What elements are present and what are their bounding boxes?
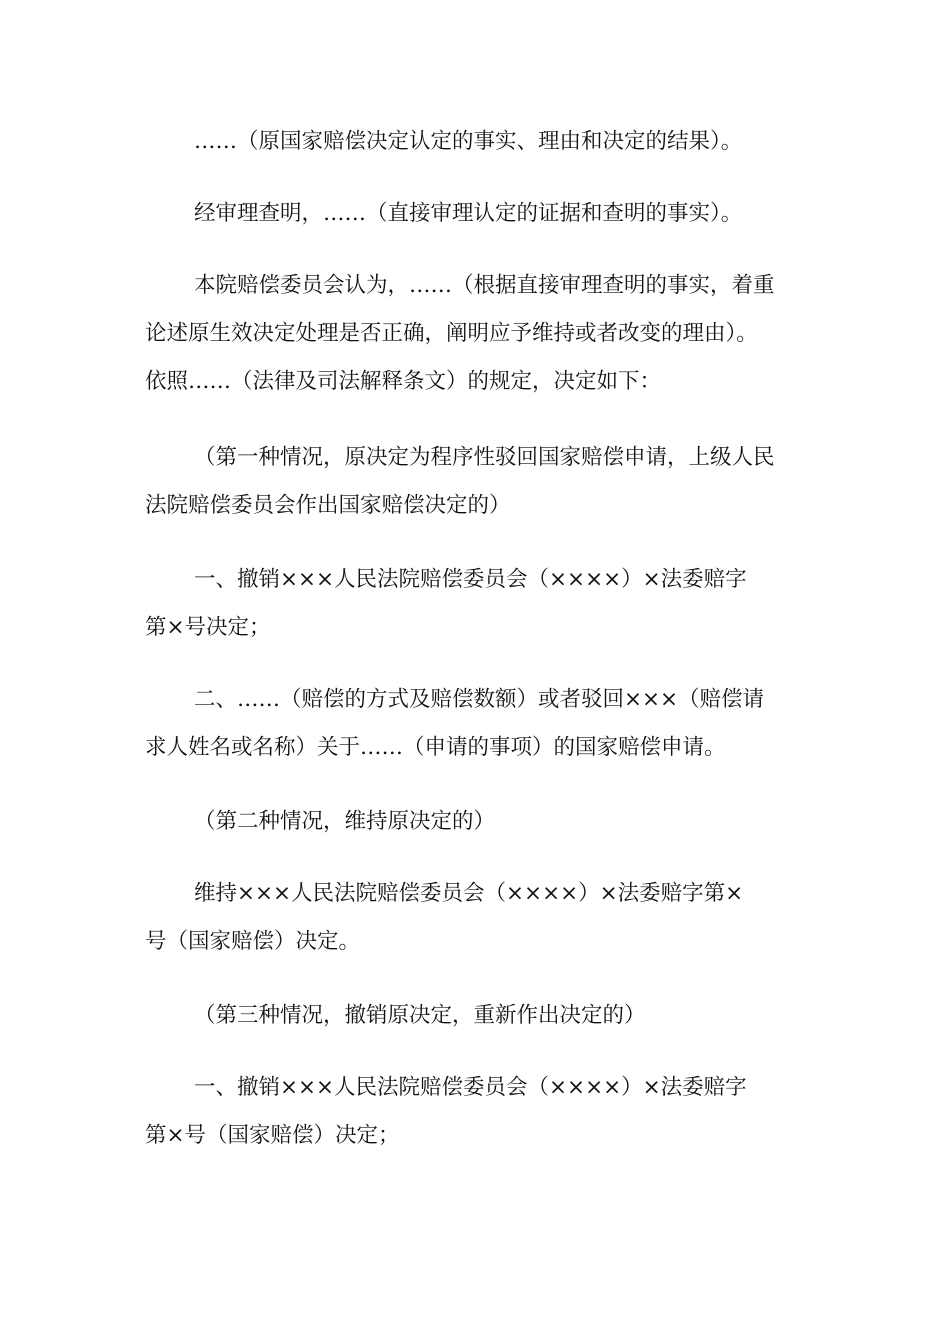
paragraph-findings <box>145 190 825 238</box>
text-line: 一、撤销×××人民法院赔偿委员会（××××）×法委赔字 <box>194 567 747 592</box>
paragraph-case-two-heading <box>145 798 825 846</box>
paragraph-case-two-decision <box>145 870 825 966</box>
text-line: （第三种情况，撤销原决定，重新作出决定的） <box>194 1003 646 1028</box>
text-line: 维持×××人民法院赔偿委员会（××××）×法委赔字第× <box>194 881 744 906</box>
text-line: 法院赔偿委员会作出国家赔偿决定的） <box>145 493 511 518</box>
text-line: 论述原生效决定处理是否正确，阐明应予维持或者改变的理由）。 <box>145 321 758 346</box>
paragraph-case-one-heading <box>145 434 825 530</box>
text-line: 本院赔偿委员会认为，……（根据直接审理查明的事实，着重 <box>194 273 775 298</box>
paragraph-case-one-item-one <box>145 556 825 652</box>
text-line: 一、撤销×××人民法院赔偿委员会（××××）×法委赔字 <box>194 1075 747 1100</box>
paragraph-case-one-item-two <box>145 676 825 772</box>
text-line: 第×号决定； <box>145 615 271 640</box>
text-line: 依照……（法律及司法解释条文）的规定，决定如下： <box>145 369 662 394</box>
paragraph-committee-opinion <box>145 262 825 406</box>
paragraph-case-three-item-one <box>145 1064 825 1160</box>
text-line: 二、……（赔偿的方式及赔偿数额）或者驳回×××（赔偿请 <box>194 687 765 712</box>
text-line: （第二种情况，维持原决定的） <box>194 809 496 834</box>
text-line: ……（原国家赔偿决定认定的事实、理由和决定的结果）。 <box>194 129 743 154</box>
text-line: （第一种情况，原决定为程序性驳回国家赔偿申请，上级人民 <box>194 445 775 470</box>
text-line: 经审理查明，……（直接审理认定的证据和查明的事实）。 <box>194 201 743 226</box>
paragraph-case-three-heading <box>145 992 825 1040</box>
text-line: 第×号（国家赔偿）决定； <box>145 1123 400 1148</box>
paragraph-original-decision <box>145 118 825 166</box>
text-line: 号（国家赔偿）决定。 <box>145 929 361 954</box>
text-line: 求人姓名或名称）关于……（申请的事项）的国家赔偿申请。 <box>145 735 726 760</box>
